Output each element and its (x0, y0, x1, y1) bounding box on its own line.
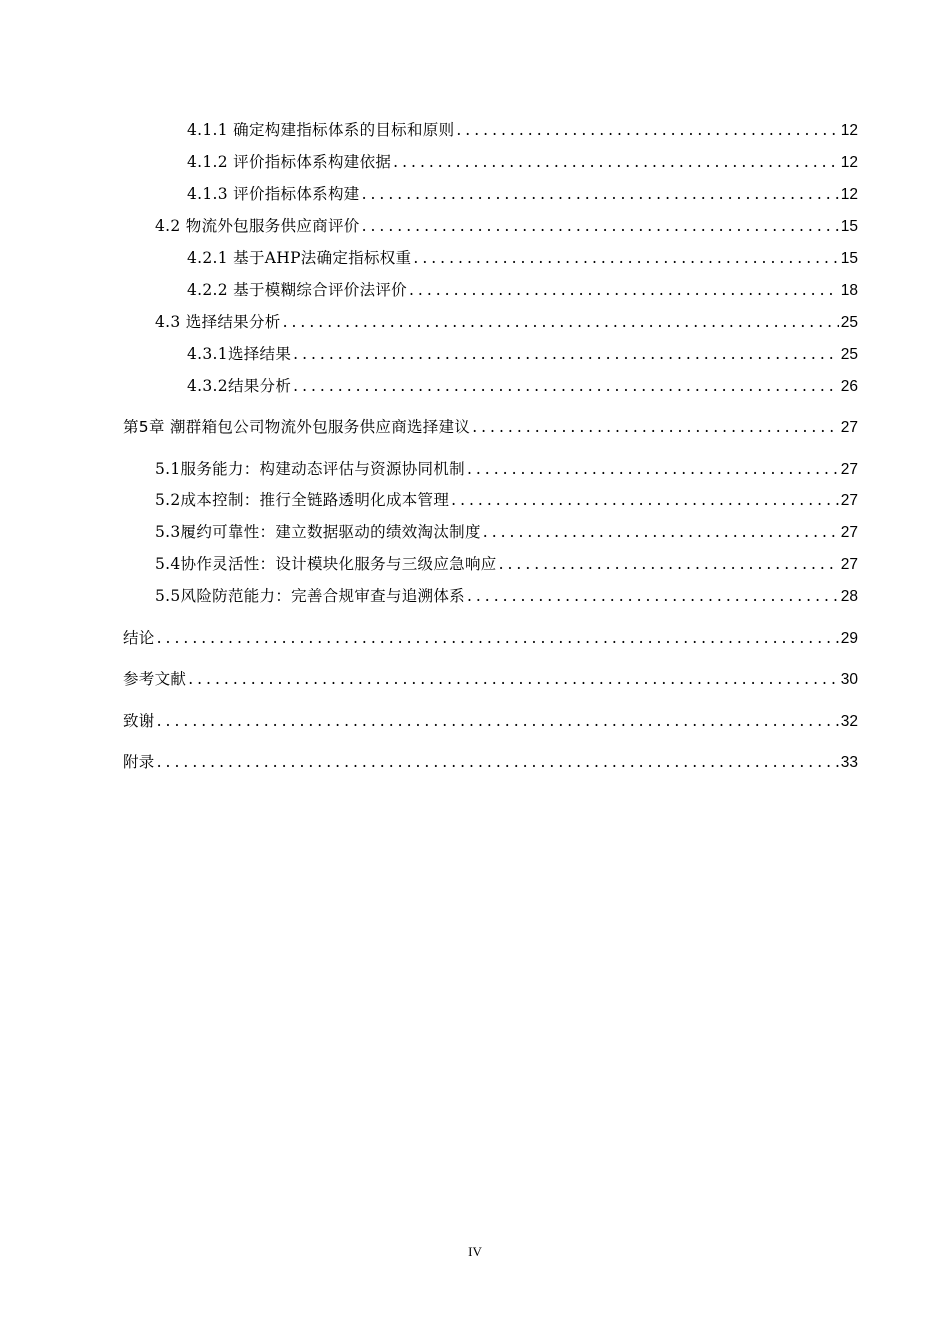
toc-entry-title: 致谢 (123, 712, 155, 730)
toc-entry-page: 27 (840, 556, 858, 573)
toc-entry-acknowledgements[interactable] (123, 710, 858, 733)
toc-entry-page: 27 (840, 461, 858, 478)
toc-entry-appendix[interactable] (123, 751, 858, 774)
toc-entry-title: 第5章 潮群箱包公司物流外包服务供应商选择建议 (123, 418, 471, 436)
toc-entry-5-1[interactable] (155, 458, 858, 481)
toc-entry-page: 15 (840, 218, 858, 235)
toc-entry-title: 结论 (123, 629, 155, 647)
toc-leader-dots (409, 279, 839, 301)
toc-entry-5-5[interactable] (155, 585, 858, 608)
toc-entry-page: 32 (840, 713, 858, 730)
toc-entry-page: 29 (840, 630, 858, 647)
toc-entry-5-2[interactable] (155, 489, 858, 512)
toc-entry-5-4[interactable] (155, 553, 858, 576)
toc-leader-dots (157, 751, 839, 773)
toc-entry-title: 4.3.2结果分析 (187, 377, 292, 395)
toc-entry-4-1-3[interactable] (187, 183, 858, 206)
toc-entry-4-1-1[interactable] (187, 119, 858, 142)
toc-leader-dots (456, 119, 838, 141)
toc-leader-dots (393, 151, 839, 173)
toc-entry-page: 12 (840, 122, 858, 139)
toc-leader-dots (157, 710, 839, 732)
toc-entry-4-1-2[interactable] (187, 151, 858, 174)
toc-entry-conclusion[interactable] (123, 627, 858, 650)
toc-leader-dots (293, 375, 839, 397)
toc-entry-page: 30 (840, 671, 858, 688)
toc-entry-page: 18 (840, 282, 858, 299)
toc-entry-page: 33 (840, 754, 858, 771)
toc-entry-title: 5.3履约可靠性：建立数据驱动的绩效淘汰制度 (155, 523, 481, 541)
toc-leader-dots (157, 627, 839, 649)
toc-leader-dots (472, 416, 839, 438)
toc-entry-page: 12 (840, 154, 858, 171)
toc-entry-page: 27 (840, 419, 858, 436)
toc-entry-page: 25 (840, 314, 858, 331)
toc-entry-title: 4.3.1选择结果 (187, 345, 292, 363)
toc-leader-dots (362, 215, 839, 237)
toc-entry-title: 4.2.1 基于AHP法确定指标权重 (187, 249, 412, 267)
toc-entry-title: 参考文献 (123, 670, 187, 688)
toc-entry-4-2-1[interactable] (187, 247, 858, 270)
toc-entry-title: 5.1服务能力：构建动态评估与资源协同机制 (155, 460, 465, 478)
toc-leader-dots (188, 668, 839, 690)
page-number: IV (468, 1244, 482, 1259)
toc-entry-chapter-5[interactable] (123, 416, 858, 439)
toc-entry-page: 26 (840, 378, 858, 395)
toc-entry-4-3-1[interactable] (187, 343, 858, 366)
toc-entry-title: 4.2 物流外包服务供应商评价 (155, 217, 360, 235)
toc-entry-page: 12 (840, 186, 858, 203)
toc-entry-title: 4.2.2 基于模糊综合评价法评价 (187, 281, 407, 299)
toc-leader-dots (467, 458, 839, 480)
toc-leader-dots (362, 183, 839, 205)
toc-entry-title: 附录 (123, 753, 155, 771)
toc-entry-title: 5.2成本控制：推行全链路透明化成本管理 (155, 491, 450, 509)
toc-leader-dots (283, 311, 839, 333)
toc-entry-references[interactable] (123, 668, 858, 691)
toc-entry-4-2-2[interactable] (187, 279, 858, 302)
toc-entry-page: 25 (840, 346, 858, 363)
toc-leader-dots (467, 585, 839, 607)
toc-leader-dots (451, 489, 839, 511)
toc-leader-dots (499, 553, 839, 575)
toc-entry-title: 4.3 选择结果分析 (155, 313, 281, 331)
toc-entry-title: 5.5风险防范能力：完善合规审查与追溯体系 (155, 587, 465, 605)
toc-entry-page: 27 (840, 524, 858, 541)
toc-entry-page: 15 (840, 250, 858, 267)
toc-entry-title: 4.1.3 评价指标体系构建 (187, 185, 360, 203)
toc-leader-dots (413, 247, 838, 269)
toc-entry-title: 4.1.1 确定构建指标体系的目标和原则 (187, 121, 455, 139)
toc-entry-title: 5.4协作灵活性：设计模块化服务与三级应急响应 (155, 555, 497, 573)
toc-entry-4-3[interactable] (155, 311, 858, 334)
toc-entry-page: 28 (840, 588, 858, 605)
toc-leader-dots (293, 343, 839, 365)
toc-entry-title: 4.1.2 评价指标体系构建依据 (187, 153, 392, 171)
toc-entry-4-3-2[interactable] (187, 375, 858, 398)
toc-leader-dots (483, 521, 839, 543)
toc-entry-5-3[interactable] (155, 521, 858, 544)
toc-entry-page: 27 (840, 492, 858, 509)
toc-entry-4-2[interactable] (155, 215, 858, 238)
